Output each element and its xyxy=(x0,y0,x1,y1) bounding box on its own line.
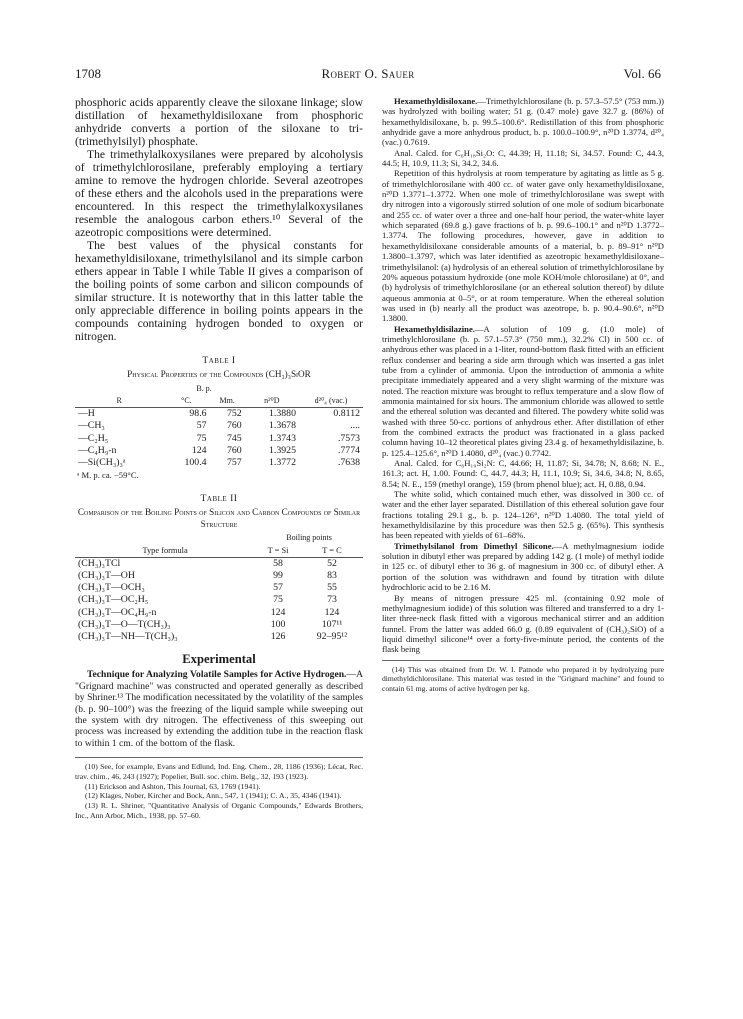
table-row xyxy=(75,582,363,594)
table-cell: 124 xyxy=(270,606,286,618)
table-row xyxy=(75,557,363,570)
table-cell: 757 xyxy=(227,456,242,468)
table-header: T = C xyxy=(322,545,342,555)
table-cell: 760 xyxy=(227,444,242,456)
table-row xyxy=(75,408,363,421)
table-cell: 1.3678 xyxy=(269,420,296,432)
volume-label: Vol. 66 xyxy=(623,66,661,81)
table-row xyxy=(75,457,363,469)
table-cell: 1.3743 xyxy=(269,432,296,444)
run-in-heading: Technique for Analyzing Volatile Samples for Active Hydrogen. xyxy=(87,669,347,681)
table-title: Comparison of the Boiling Points of Silicon and Carbon Compounds of Similar Structure xyxy=(77,507,361,529)
table-row xyxy=(75,619,363,631)
table-cell: 0.8112 xyxy=(333,408,360,420)
table-cell: 107¹¹ xyxy=(321,618,343,630)
table-header: Mm. xyxy=(219,395,235,405)
table-cell: 92–95¹² xyxy=(316,630,348,642)
paragraph-text: —Trimethylchlorosilane (b. p. 57.3–57.5° (753 mm.)) was hydrolyzed with boiling water; 51 g. (0.47 mole) gave 32.7 g. (86%) of hexamethyldisiloxane, b. p. 99.5–100.6°. Redistillation of this from phosphoric anhydride gave a more anhydrous product, b. p. 100.0–100.9°, n²⁰D 1.3774, d²⁰₄ (vac.) 0.7619. xyxy=(382,96,664,148)
table-cell: .7573 xyxy=(337,432,360,444)
section-heading: Experimental xyxy=(182,652,256,667)
table-cell: 752 xyxy=(227,408,242,420)
table-cell: 98.6 xyxy=(189,408,207,420)
paragraph-text: —A solution of 109 g. (1.0 mole) of trimethylchlorosilane (b. p. 57.1–57.3° (750 mm.), 32.2% Cl) in 500 cc. of anhydrous ether was placed in a 1-liter, round-bottom flask fitted with an efficient reflux condenser and bearing a side arm through which was inserted a gas inlet tube from a cylinder of ammonia. Upon the introduction of ammonia a white precipitate immediately appeared and a very slight warming of the mixture was noted. The reaction mixture was brought to reflux temperature and a slow flow of ammonia maintained for six hours. The ammonium chloride was allowed to settle and the ethereal solution was decanted and filtered. The powdery white solid was washed with three 50-cc. portions of anhydrous ether. After distillation of ether from the combined extracts the product was fractionated in a glass packed column having 10–12 theoretical plates giving 23.4 g. of hexamethyldisilazine, b. p. 125.4–125.6°, n²⁰D 1.4080, d²⁰₄ (vac.) 0.7742. xyxy=(382,323,664,458)
table-cell: 126 xyxy=(270,630,286,642)
run-in-heading: Trimethylsilanol from Dimethyl Silicone. xyxy=(394,540,554,551)
table-cell: —C₂H₅ xyxy=(78,432,109,444)
paragraph-text: —A "Grignard machine" was constructed and operated generally as described by Shriner.¹³ The modification necessitated by the volatility of the samples (b. p. 90–100°) was the freezing of the liquid sample while sweeping out the system with dry nitrogen. The effectiveness of this sweeping out process was increased by extending the addition tube in the reaction flask to within 1 cm. of the bottom of the flask. xyxy=(75,669,363,749)
analysis-paragraph: Anal. Calcd. for C₆H₁₉Si₂N: C, 44.66; H, 11.87; Si, 34.78; N, 8.68; N. E., 161.3; act. H, 1.00. Found: C, 44.7, 44.3; H, 11.1, 10.9; Si, 34.6, 34.8; N, 8.65, 8.54; N. E., 159 (methyl orange), 159 (brom phenol blue); act. H, 0.88, 0.94. xyxy=(382,458,664,489)
table-cell: (CH₃)₃T—OC₂H₅ xyxy=(78,594,149,606)
table-cell: 745 xyxy=(227,432,242,444)
table-cell: 1.3925 xyxy=(269,444,296,456)
table-cell: 83 xyxy=(327,569,337,581)
table-2 xyxy=(75,493,363,643)
table-cell: —CH₃ xyxy=(78,420,105,432)
table-cell: 57 xyxy=(273,582,283,594)
table-cell: —H xyxy=(78,408,95,420)
paragraph: The best values of the physical constants for hexamethyldisiloxane, trimethylsilanol and its simple carbon ethers appear in Table I while Table II gives a comparison of the boiling points of some carbon and silicon compounds of similar structure. It is noteworthy that in this latter table the only appreciable difference in boiling points appears in the compounds containing hydrogen bonded to oxygen or nitrogen. xyxy=(75,239,363,343)
left-column xyxy=(75,96,363,820)
table-cell: 760 xyxy=(227,420,242,432)
footnote: (11) Erickson and Ashton, This Journal, 63, 1769 (1941). xyxy=(85,781,261,791)
paragraph: Repetition of this hydrolysis at room temperature by agitating as little as 5 g. of trimethylchlorosilane with 400 cc. of water gave only hexamethyldisiloxane, n²⁰D 1.3771–1.3772. When one mole of trimethylchlorosilane was swept with dry nitrogen into a vigorously stirred solution of one mole of sodium bicarbonate and 255 cc. of water over a three and one-half hour period, the water-white layer which separated (69.8 g.) gave fractions of b. p. 99.6–100.1° and n²⁰D 1.3772–1.3774. The following procedures, however, gave in addition to hexamethyldisiloxane considerable amounts of a material, b. p. 89–91° n²⁰D 1.3800–1.3797, which was later identified as azeotropic hexamethyldisiloxane–trimethylsilanol: (a) hydrolysis of an ethereal solution of trimethylchlorosilane by 20% aqueous potassium hydroxide (one mole KOH/mole chlorosilane) at 0°, and (b) hydrolysis of trimethylchlorosilane (or an ethereal solution thereof) by dilute aqueous ammonia at 0–5°, or at room temperature. When the ethereal solution was used in (b) nearly all the product was azeotrope, b. p. 90.4–90.6°, n²⁰D 1.3800. xyxy=(382,168,664,324)
table-group-header: B. p. xyxy=(196,383,212,393)
table-1 xyxy=(75,355,363,481)
footnotes xyxy=(382,660,664,694)
table-cell: 57 xyxy=(196,420,207,432)
page-header xyxy=(75,66,661,82)
table-header: R xyxy=(116,395,122,405)
paragraph: The white solid, which contained much ether, was dissolved in 300 cc. of water and the ether layer separated. Distillation of this ethereal solution gave four fractions totaling 29.1 g., b. p. 124–126°, n²⁰D 1.4080. The total yield of hexamethyldisilazine by this procedure was then 52.5 g. (65%). This synthesis has been repeated with yields of 61–68%. xyxy=(382,489,664,541)
table-cell: (CH₃)₃T—O—T(CH₃)₃ xyxy=(78,618,171,630)
table-row xyxy=(75,445,363,457)
table-cell: 73 xyxy=(327,594,337,606)
table-cell: 1.3880 xyxy=(269,408,296,420)
footnote: (14) This was obtained from Dr. W. I. Patnode who prepared it by hydrolyzing pure dimethyldichlorosilane. This material was tested in the "Grignard machine" and found to contain 61 mg. atoms of active hydrogen per kg. xyxy=(382,664,664,693)
table-cell: (CH₃)₃T—OH xyxy=(78,569,135,581)
paragraph: The trimethylalkoxysilanes were prepared by alcoholysis of trimethylchlorosilane, preferably employing a tertiary amine to remove the hydrogen chloride. Several azeotropes of these ethers and the alcohols used in the preparations were encountered. In this respect the trimethylalkoxysilanes resemble the analogous carbon ethers.¹⁰ Several of the azeotropic compositions were determined. xyxy=(75,148,363,239)
table-row xyxy=(75,631,363,643)
table-cell: (CH₃)₃T—OCH₃ xyxy=(78,582,145,594)
run-in-heading: Hexamethyldisiloxane. xyxy=(394,96,478,106)
table-group-header: Boiling points xyxy=(286,533,332,543)
table-cell: (CH₃)₃T—NH—T(CH₃)₃ xyxy=(78,630,178,642)
table-cell: 58 xyxy=(273,557,283,569)
footnotes xyxy=(75,757,363,820)
table-cell: .7638 xyxy=(337,456,360,468)
right-column xyxy=(382,96,664,693)
table-cell: 100 xyxy=(270,618,286,630)
footnote: (13) R. L. Shriner, "Quantitative Analysis of Organic Compounds," Edwards Brothers, Inc., Ann Arbor, Mich., 1938, pp. 57–60. xyxy=(75,801,363,820)
table-header: T = Si xyxy=(267,545,289,555)
footnote: (10) See, for example, Evans and Edlund, Ind. Eng. Chem., 28, 1186 (1936); Lécat, Rec. trav. chim., 46, 243 (1927); Popelier, Bull. soc. chim. Belg., 32, 193 (1923). xyxy=(75,762,363,781)
table-cell: 75 xyxy=(273,594,283,606)
table-cell: 52 xyxy=(327,557,337,569)
table-cell: .7774 xyxy=(337,444,360,456)
table-caption: Table II xyxy=(200,493,238,505)
table-cell: 55 xyxy=(327,582,337,594)
table-cell: 75 xyxy=(196,432,207,444)
analysis-paragraph: Anal. Calcd. for C₆H₁₈Si₂O: C, 44.39; H, 11.18; Si, 34.57. Found: C, 44.3, 44.5; H, 10.9, 11.3; Si, 34.2, 34.6. xyxy=(382,147,664,169)
table-cell: (CH₃)₃TCl xyxy=(78,557,121,569)
table-cell: 124 xyxy=(191,444,207,456)
table-cell: —C₄H₉-n xyxy=(78,444,117,456)
table-cell: 124 xyxy=(324,606,340,618)
paragraph-text: —A methylmagnesium iodide solution in dibutyl ether was prepared by adding 142 g. (1 mole) of methyl iodide in 125 cc. of dibutyl ether to 36 g. of magnesium in 300 cc. of dibutyl ether. A portion of the solution was withdrawn and found by titration with dilute hydrochloric acid to be 2.16 M. xyxy=(382,540,664,593)
table-row xyxy=(75,594,363,606)
page-number: 1708 xyxy=(75,66,101,81)
table-cell: 1.3772 xyxy=(269,456,296,468)
running-author: Robert O. Sauer xyxy=(321,66,415,81)
table-header: n²⁰D xyxy=(264,395,280,405)
paragraph: phosphoric acids apparently cleave the siloxane linkage; slow distillation of hexamethyldisiloxane from phosphoric anhydride converts a portion of the siloxane to tri-(trimethylsilyl) phosphate. xyxy=(75,96,363,148)
paragraph: By means of nitrogen pressure 425 ml. (containing 0.92 mole of methylmagnesium iodide) of this solution was filtered and transferred to a dry 1-liter three-neck flask fitted with a vigorous mechanical stirrer and an addition funnel. From the latter was added 66.0 g. (0.89 equivalent of (CH₃)₂SiO) of a liquid dimethyl silicone¹⁴ over a forty-five-minute period, the contents of the flask being xyxy=(382,592,664,655)
table-footnote: ᵃ M. p. ca. −59°C. xyxy=(77,470,139,481)
table-cell: —Si(CH₃)₃ᵃ xyxy=(78,456,126,468)
footnote: (12) Klages, Nober, Kircher and Bock, Ann., 547, 1 (1941); C. A., 35, 4346 (1941). xyxy=(85,791,342,801)
table-header: Type formula xyxy=(142,545,188,555)
table-cell: 99 xyxy=(273,569,283,581)
table-cell: .... xyxy=(350,420,360,432)
table-row xyxy=(75,570,363,582)
table-row xyxy=(75,607,363,619)
run-in-heading: Hexamethyldisilazine. xyxy=(394,323,475,334)
table-cell: (CH₃)₃T—OC₄H₉-n xyxy=(78,606,157,618)
table-header: d²⁰₄ (vac.) xyxy=(314,395,348,405)
table-title: Physical Properties of the Compounds (CH₃)₃SiOR xyxy=(127,369,311,380)
table-row xyxy=(75,433,363,445)
table-row xyxy=(75,420,363,432)
table-cell: 100.4 xyxy=(184,456,207,468)
table-caption: Table I xyxy=(202,355,236,366)
table-header: °C. xyxy=(181,395,192,405)
